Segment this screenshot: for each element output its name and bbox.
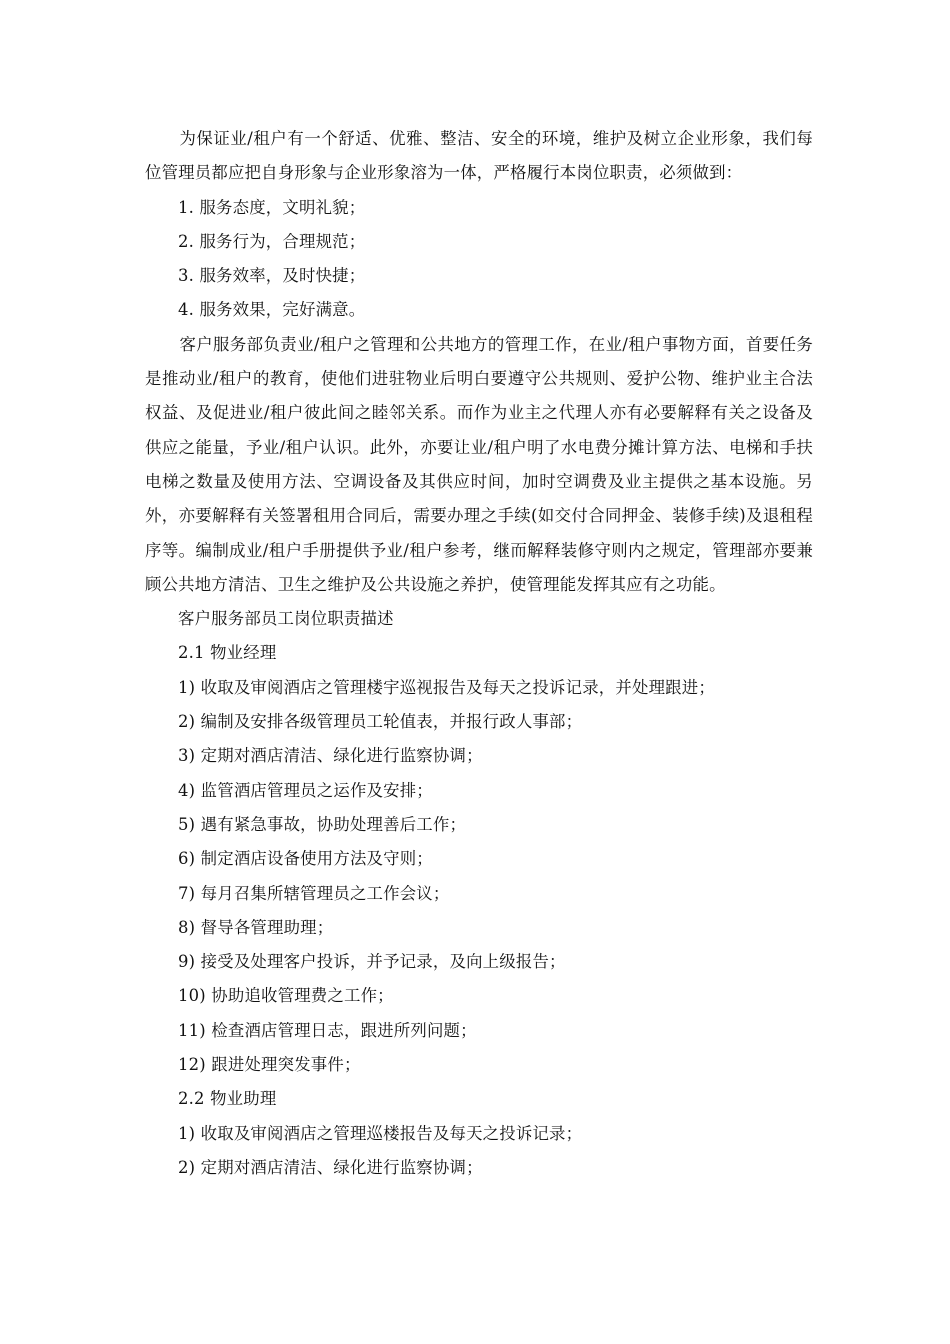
list-item: 2) 编制及安排各级管理员工轮值表，并报行政人事部； [178, 712, 583, 732]
list-item: 11) 检查酒店管理日志，跟进所列问题； [178, 1020, 477, 1040]
body-paragraph: 客户服务部负责业/租户之管理和公共地方的管理工作，在业/租户事物方面，首要任务是推动业/租户的教育，使他们进驻物业后明白要遵守公共规则、爱护公物、维护业主合法权益、及促进业/租户彼此间之睦邻关系。而作为业主之代理人亦有必要解释有关之设备及供应之能量，予业/租户认识。此外，亦要让业/租户明了水电费分摊计算方法、电梯和手扶电梯之数量及使用方法、空调设备及其供应时间，加时空调费及业主提供之基本设施。另外，亦要解释有关签署租用合同后，需要办理之手续(如交付合同押金、装修手续)及退租程序等。编制成业/租户手册提供予业/租户参考，继而解释装修守则内之规定，管理部亦要兼顾公共地方清洁、卫生之维护及公共设施之养护，使管理能发挥其应有之功能。 [145, 334, 813, 594]
list-item: 4. 服务效果，完好满意。 [178, 300, 366, 320]
subsection-heading: 2.1 物业经理 [178, 643, 277, 663]
subsection-heading: 2.2 物业助理 [178, 1089, 277, 1109]
intro-paragraph: 为保证业/租户有一个舒适、优雅、整洁、安全的环境，维护及树立企业形象，我们每位管理员都应把自身形象与企业形象溶为一体，严格履行本岗位职责，必须做到： [145, 129, 813, 183]
section-heading: 客户服务部员工岗位职责描述 [178, 609, 394, 629]
list-item: 7) 每月召集所辖管理员之工作会议； [178, 883, 450, 903]
list-item: 2. 服务行为，合理规范； [178, 231, 366, 251]
list-item: 3) 定期对酒店清洁、绿化进行监察协调； [178, 746, 483, 766]
list-item: 8) 督导各管理助理； [178, 917, 334, 937]
list-item: 10) 协助追收管理费之工作； [178, 986, 394, 1006]
list-item: 1) 收取及审阅酒店之管理巡楼报告及每天之投诉记录； [178, 1123, 583, 1143]
list-item: 1. 服务态度，文明礼貌； [178, 197, 366, 217]
list-item: 12) 跟进处理突发事件； [178, 1055, 361, 1075]
list-item: 1) 收取及审阅酒店之管理楼宇巡视报告及每天之投诉记录，并处理跟进； [178, 677, 715, 697]
list-item: 2) 定期对酒店清洁、绿化进行监察协调； [178, 1157, 483, 1177]
list-item: 3. 服务效率，及时快捷； [178, 266, 366, 286]
list-item: 6) 制定酒店设备使用方法及守则； [178, 849, 433, 869]
list-item: 4) 监管酒店管理员之运作及安排； [178, 780, 433, 800]
document-body [145, 122, 813, 1185]
list-item: 9) 接受及处理客户投诉，并予记录，及向上级报告； [178, 952, 566, 972]
list-item: 5) 遇有紧急事故，协助处理善后工作； [178, 814, 467, 834]
